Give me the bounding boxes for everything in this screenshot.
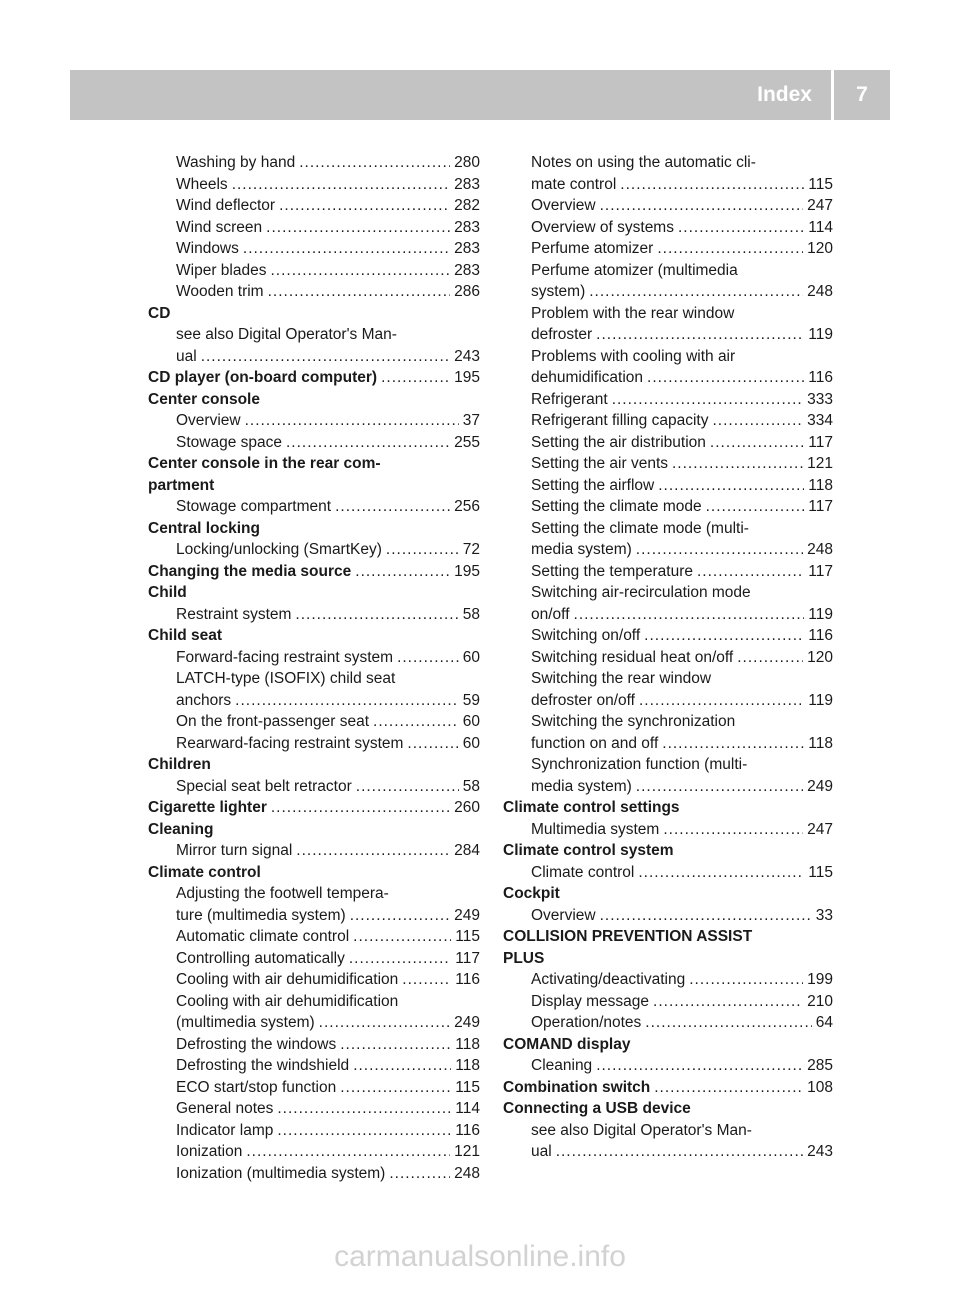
index-subentry bbox=[503, 539, 833, 561]
index-subentry-text: Cooling with air dehumidification bbox=[176, 992, 399, 1010]
index-subentry bbox=[503, 561, 833, 583]
page-reference: 116 bbox=[455, 971, 480, 988]
page-reference: 285 bbox=[807, 1057, 833, 1074]
dot-leader bbox=[654, 1077, 803, 1099]
entry-label: Wind screen bbox=[176, 218, 263, 236]
dot-leader bbox=[356, 776, 459, 798]
dot-leader bbox=[201, 346, 450, 368]
entry-label: ture (multimedia system) bbox=[176, 906, 346, 924]
index-subentry bbox=[148, 281, 480, 303]
index-subentry bbox=[148, 1098, 480, 1120]
page-reference: 64 bbox=[815, 1014, 833, 1031]
index-subentry bbox=[503, 324, 833, 346]
entry-label: Defrosting the windshield bbox=[176, 1057, 350, 1074]
index-heading: Center console in the rear com- bbox=[148, 455, 381, 472]
entry-label: Setting the air vents bbox=[531, 455, 668, 472]
section-title: Index bbox=[757, 83, 812, 106]
page-reference: 114 bbox=[455, 1100, 480, 1117]
dot-leader bbox=[266, 217, 450, 239]
entry-label: Switching residual heat on/off bbox=[531, 648, 734, 666]
index-heading-entry bbox=[148, 561, 480, 583]
page-reference: 58 bbox=[462, 605, 480, 623]
page-reference: 120 bbox=[807, 648, 833, 666]
index-subentry bbox=[503, 969, 833, 991]
index-heading: COLLISION PREVENTION ASSIST bbox=[503, 928, 753, 945]
entry-label: Cigarette lighter bbox=[148, 799, 267, 816]
page-reference: 117 bbox=[808, 498, 833, 515]
dot-leader bbox=[662, 733, 804, 755]
entry-label: defroster bbox=[531, 326, 593, 343]
page-reference: 283 bbox=[454, 261, 480, 279]
index-subentry-text: Synchronization function (multi- bbox=[531, 756, 748, 773]
entry-label: Restraint system bbox=[176, 605, 292, 623]
index-subentry bbox=[148, 1141, 480, 1163]
dot-leader bbox=[647, 367, 804, 389]
index-subentry bbox=[148, 604, 480, 626]
dot-leader bbox=[589, 281, 803, 303]
page-reference: 60 bbox=[462, 734, 480, 752]
index-heading-entry bbox=[148, 367, 480, 389]
index-heading-entry bbox=[148, 797, 480, 819]
page-reference: 117 bbox=[808, 433, 833, 451]
dot-leader bbox=[600, 905, 812, 927]
index-subentry bbox=[503, 733, 833, 755]
dot-leader bbox=[737, 647, 803, 669]
index-column-left bbox=[148, 152, 480, 1184]
index-subentry bbox=[503, 496, 833, 518]
index-heading: partment bbox=[148, 476, 215, 494]
page-reference: 248 bbox=[807, 541, 833, 558]
entry-label: Multimedia system bbox=[531, 820, 660, 838]
dot-leader bbox=[271, 797, 450, 819]
index-subentry bbox=[148, 539, 480, 561]
index-subentry-text: Notes on using the automatic cli- bbox=[531, 154, 756, 171]
dot-leader bbox=[620, 174, 804, 196]
index-heading: Cockpit bbox=[503, 885, 560, 902]
dot-leader bbox=[402, 969, 451, 991]
dot-leader bbox=[672, 453, 803, 475]
index-heading: Central locking bbox=[148, 519, 260, 537]
index-heading: CD bbox=[148, 304, 171, 322]
entry-label: Overview bbox=[176, 412, 241, 429]
dot-leader bbox=[706, 496, 805, 518]
page-reference: 247 bbox=[807, 197, 833, 214]
index-subentry bbox=[503, 1141, 833, 1163]
entry-label: Wheels bbox=[176, 175, 228, 193]
entry-label: Wooden trim bbox=[176, 283, 264, 300]
dot-leader bbox=[349, 948, 451, 970]
index-subentry bbox=[503, 389, 833, 411]
watermark: carmanualsonline.info bbox=[334, 1240, 626, 1273]
index-heading: Child bbox=[148, 584, 187, 601]
index-subentry bbox=[503, 905, 833, 927]
dot-leader bbox=[697, 561, 804, 583]
index-subentry bbox=[148, 174, 480, 196]
dot-leader bbox=[270, 260, 450, 282]
dot-leader bbox=[636, 539, 803, 561]
dot-leader bbox=[636, 776, 803, 798]
index-subentry-text: Switching air-recirculation mode bbox=[531, 584, 751, 601]
entry-label: Refrigerant bbox=[531, 390, 608, 408]
entry-label: Overview of systems bbox=[531, 218, 674, 236]
header-bar bbox=[70, 70, 890, 120]
page-reference: 333 bbox=[807, 390, 833, 408]
page-reference: 248 bbox=[454, 1164, 480, 1182]
page-reference: 60 bbox=[462, 648, 480, 666]
page-reference: 247 bbox=[807, 820, 833, 838]
index-subentry bbox=[503, 647, 833, 669]
dot-leader bbox=[712, 410, 803, 432]
dot-leader bbox=[243, 238, 450, 260]
entry-label: Operation/notes bbox=[531, 1014, 642, 1031]
index-subentry bbox=[148, 432, 480, 454]
dot-leader bbox=[612, 389, 803, 411]
index-heading: Climate control bbox=[148, 863, 261, 881]
entry-label: Cleaning bbox=[531, 1057, 593, 1074]
entry-label: Overview bbox=[531, 197, 596, 214]
page-reference: 210 bbox=[807, 992, 833, 1010]
dot-leader bbox=[678, 217, 804, 239]
page-reference: 115 bbox=[808, 863, 833, 881]
index-subentry bbox=[148, 926, 480, 948]
index-subentry bbox=[503, 174, 833, 196]
entry-label: Controlling automatically bbox=[176, 949, 345, 967]
dot-leader bbox=[596, 324, 804, 346]
entry-label: Mirror turn signal bbox=[176, 842, 293, 859]
dot-leader bbox=[350, 905, 450, 927]
entry-label: defroster on/off bbox=[531, 691, 635, 709]
page-reference: 58 bbox=[462, 777, 480, 795]
entry-label: Refrigerant filling capacity bbox=[531, 412, 709, 429]
page-reference: 280 bbox=[454, 154, 480, 171]
page-reference: 283 bbox=[454, 240, 480, 257]
page-reference: 199 bbox=[807, 971, 833, 988]
entry-label: Ionization (multimedia system) bbox=[176, 1164, 386, 1182]
dot-leader bbox=[246, 1141, 450, 1163]
index-subentry bbox=[503, 776, 833, 798]
index-subentry bbox=[148, 905, 480, 927]
index-subentry bbox=[148, 1163, 480, 1185]
dot-leader bbox=[600, 195, 804, 217]
index-heading: Children bbox=[148, 756, 211, 773]
index-subentry bbox=[503, 410, 833, 432]
page-reference: 72 bbox=[462, 541, 480, 558]
page-number: 7 bbox=[856, 83, 868, 106]
dot-leader bbox=[335, 496, 450, 518]
entry-label: Washing by hand bbox=[176, 154, 296, 171]
entry-label: media system) bbox=[531, 541, 632, 558]
index-subentry bbox=[148, 840, 480, 862]
dot-leader bbox=[373, 711, 459, 733]
dot-leader bbox=[663, 819, 803, 841]
dot-leader bbox=[389, 1163, 450, 1185]
dot-leader bbox=[340, 1077, 451, 1099]
entry-label: ECO start/stop function bbox=[176, 1078, 337, 1096]
index-subentry bbox=[503, 690, 833, 712]
index-subentry bbox=[148, 195, 480, 217]
dot-leader bbox=[340, 1034, 451, 1056]
dot-leader bbox=[355, 561, 450, 583]
index-heading: Climate control settings bbox=[503, 799, 680, 816]
entry-label: media system) bbox=[531, 777, 632, 795]
index-subentry bbox=[503, 432, 833, 454]
entry-label: Automatic climate control bbox=[176, 928, 350, 945]
index-subentry-text: Problems with cooling with air bbox=[531, 347, 736, 365]
page-reference: 195 bbox=[454, 562, 480, 580]
dot-leader bbox=[556, 1141, 803, 1163]
entry-label: Cooling with air dehumidification bbox=[176, 971, 399, 988]
page-reference: 108 bbox=[807, 1078, 833, 1096]
index-subentry bbox=[148, 711, 480, 733]
dot-leader bbox=[277, 1098, 451, 1120]
entry-label: ual bbox=[531, 1143, 552, 1160]
page-reference: 284 bbox=[454, 842, 480, 859]
entry-label: Setting the climate mode bbox=[531, 498, 702, 515]
index-subentry bbox=[148, 410, 480, 432]
entry-label: Rearward-facing restraint system bbox=[176, 734, 404, 752]
entry-label: dehumidification bbox=[531, 369, 644, 386]
index-subentry bbox=[148, 1077, 480, 1099]
index-subentry bbox=[148, 1012, 480, 1034]
index-subentry bbox=[503, 862, 833, 884]
entry-label: Forward-facing restraint system bbox=[176, 648, 394, 666]
page-reference: 283 bbox=[454, 218, 480, 236]
page-reference: 60 bbox=[462, 713, 480, 730]
page-reference: 118 bbox=[808, 734, 833, 752]
page-reference: 116 bbox=[808, 627, 833, 644]
entry-label: ual bbox=[176, 347, 197, 365]
entry-label: Windows bbox=[176, 240, 239, 257]
index-heading: COMAND display bbox=[503, 1035, 631, 1053]
index-subentry bbox=[148, 496, 480, 518]
page-reference: 119 bbox=[808, 605, 833, 623]
page-reference: 116 bbox=[808, 369, 833, 386]
entry-label: mate control bbox=[531, 175, 617, 193]
dot-leader bbox=[319, 1012, 450, 1034]
entry-label: Wind deflector bbox=[176, 197, 276, 214]
page-reference: 260 bbox=[454, 799, 480, 816]
entry-label: Switching on/off bbox=[531, 627, 641, 644]
dot-leader bbox=[653, 991, 803, 1013]
dot-leader bbox=[407, 733, 458, 755]
index-subentry-text: Perfume atomizer (multimedia bbox=[531, 261, 738, 279]
page-reference: 115 bbox=[455, 928, 480, 945]
page-reference: 286 bbox=[454, 283, 480, 300]
index-subentry bbox=[148, 948, 480, 970]
page-reference: 256 bbox=[454, 498, 480, 515]
dot-leader bbox=[296, 840, 450, 862]
entry-label: system) bbox=[531, 283, 586, 300]
index-subentry bbox=[503, 991, 833, 1013]
dot-leader bbox=[235, 690, 459, 712]
page-reference: 249 bbox=[807, 777, 833, 795]
index-subentry bbox=[148, 1055, 480, 1077]
index-subentry bbox=[503, 819, 833, 841]
page-reference: 243 bbox=[454, 347, 480, 365]
entry-label: General notes bbox=[176, 1100, 274, 1117]
index-subentry bbox=[148, 969, 480, 991]
entry-label: Activating/deactivating bbox=[531, 971, 686, 988]
dot-leader bbox=[574, 604, 805, 626]
entry-label: Stowage compartment bbox=[176, 498, 332, 515]
page-reference: 121 bbox=[807, 455, 833, 472]
index-subentry bbox=[148, 1120, 480, 1142]
entry-label: (multimedia system) bbox=[176, 1014, 315, 1031]
dot-leader bbox=[657, 238, 803, 260]
index-heading: Child seat bbox=[148, 627, 223, 644]
dot-leader bbox=[658, 475, 804, 497]
index-heading: PLUS bbox=[503, 949, 545, 967]
page-reference: 59 bbox=[462, 691, 480, 709]
index-subentry bbox=[503, 1012, 833, 1034]
dot-leader bbox=[689, 969, 803, 991]
entry-label: Indicator lamp bbox=[176, 1121, 274, 1139]
entry-label: anchors bbox=[176, 691, 232, 709]
index-heading-entry bbox=[503, 1077, 833, 1099]
entry-label: CD player (on-board computer) bbox=[148, 369, 378, 386]
dot-leader bbox=[644, 625, 804, 647]
index-heading: Center console bbox=[148, 390, 260, 408]
index-heading: Cleaning bbox=[148, 820, 214, 838]
page-reference: 33 bbox=[815, 906, 833, 924]
page-reference: 248 bbox=[807, 283, 833, 300]
dot-leader bbox=[645, 1012, 811, 1034]
index-subentry bbox=[503, 1055, 833, 1077]
page-reference: 283 bbox=[454, 175, 480, 193]
page-reference: 117 bbox=[808, 562, 833, 580]
dot-leader bbox=[299, 152, 450, 174]
page-reference: 119 bbox=[808, 326, 833, 343]
page-reference: 114 bbox=[808, 218, 833, 236]
index-subentry bbox=[503, 195, 833, 217]
page-reference: 249 bbox=[454, 1014, 480, 1031]
dot-leader bbox=[295, 604, 458, 626]
dot-leader bbox=[232, 174, 450, 196]
index-subentry-text: see also Digital Operator's Man- bbox=[176, 326, 397, 343]
index-heading: Climate control system bbox=[503, 842, 674, 859]
dot-leader bbox=[277, 1120, 451, 1142]
index-subentry bbox=[503, 453, 833, 475]
index-subentry bbox=[503, 281, 833, 303]
entry-label: Setting the temperature bbox=[531, 562, 693, 580]
page-reference: 243 bbox=[807, 1143, 833, 1160]
entry-label: Changing the media source bbox=[148, 562, 352, 580]
entry-label: on/off bbox=[531, 605, 570, 623]
page-reference: 118 bbox=[455, 1057, 480, 1074]
index-subentry-text: LATCH-type (ISOFIX) child seat bbox=[176, 670, 396, 687]
page-reference: 119 bbox=[808, 691, 833, 709]
index-subentry bbox=[503, 475, 833, 497]
page-reference: 255 bbox=[454, 433, 480, 451]
index-subentry bbox=[148, 647, 480, 669]
index-heading: Connecting a USB device bbox=[503, 1100, 691, 1117]
index-subentry-text: Setting the climate mode (multi- bbox=[531, 519, 749, 537]
page-reference: 117 bbox=[455, 949, 480, 967]
entry-label: Stowage space bbox=[176, 433, 282, 451]
page-reference: 116 bbox=[455, 1121, 480, 1139]
index-subentry bbox=[503, 604, 833, 626]
index-subentry bbox=[148, 690, 480, 712]
page-reference: 37 bbox=[462, 412, 480, 429]
page-reference: 120 bbox=[807, 240, 833, 257]
index-subentry bbox=[503, 217, 833, 239]
index-subentry bbox=[503, 367, 833, 389]
index-subentry bbox=[148, 238, 480, 260]
dot-leader bbox=[245, 410, 459, 432]
dot-leader bbox=[638, 862, 804, 884]
entry-label: Special seat belt retractor bbox=[176, 777, 352, 795]
dot-leader bbox=[353, 926, 451, 948]
entry-label: Climate control bbox=[531, 863, 635, 881]
index-subentry-text: Problem with the rear window bbox=[531, 304, 735, 322]
entry-label: Setting the airflow bbox=[531, 476, 655, 494]
dot-leader bbox=[279, 195, 450, 217]
index-subentry-text: Switching the synchronization bbox=[531, 713, 736, 730]
page-reference: 118 bbox=[808, 476, 833, 494]
dot-leader bbox=[596, 1055, 803, 1077]
page-reference: 195 bbox=[454, 369, 480, 386]
index-subentry bbox=[148, 217, 480, 239]
entry-label: Display message bbox=[531, 992, 650, 1010]
page-reference: 115 bbox=[455, 1078, 480, 1096]
page-reference: 249 bbox=[454, 906, 480, 924]
dot-leader bbox=[710, 432, 804, 454]
index-subentry bbox=[503, 625, 833, 647]
page-reference: 118 bbox=[455, 1035, 480, 1053]
index-subentry bbox=[148, 152, 480, 174]
entry-label: Defrosting the windows bbox=[176, 1035, 337, 1053]
index-subentry bbox=[148, 733, 480, 755]
entry-label: Wiper blades bbox=[176, 261, 267, 279]
index-subentry-text: see also Digital Operator's Man- bbox=[531, 1121, 752, 1139]
dot-leader bbox=[268, 281, 451, 303]
dot-leader bbox=[386, 539, 459, 561]
dot-leader bbox=[353, 1055, 451, 1077]
entry-label: Overview bbox=[531, 906, 596, 924]
dot-leader bbox=[397, 647, 459, 669]
page-reference: 282 bbox=[454, 197, 480, 214]
entry-label: function on and off bbox=[531, 734, 659, 752]
index-column-right bbox=[503, 152, 833, 1163]
entry-label: Combination switch bbox=[503, 1078, 651, 1096]
index-subentry-text: Adjusting the footwell tempera- bbox=[176, 885, 389, 902]
index-subentry bbox=[148, 260, 480, 282]
entry-label: Ionization bbox=[176, 1143, 243, 1160]
index-subentry bbox=[503, 238, 833, 260]
index-subentry bbox=[148, 776, 480, 798]
entry-label: On the front-passenger seat bbox=[176, 713, 370, 730]
page-reference: 334 bbox=[807, 412, 833, 429]
entry-label: Setting the air distribution bbox=[531, 433, 706, 451]
index-subentry bbox=[148, 1034, 480, 1056]
index-subentry-text: Switching the rear window bbox=[531, 670, 712, 687]
entry-label: Perfume atomizer bbox=[531, 240, 654, 257]
dot-leader bbox=[381, 367, 450, 389]
dot-leader bbox=[286, 432, 450, 454]
index-subentry bbox=[148, 346, 480, 368]
entry-label: Locking/unlocking (SmartKey) bbox=[176, 541, 382, 558]
page-reference: 121 bbox=[454, 1143, 480, 1160]
dot-leader bbox=[639, 690, 804, 712]
page-reference: 115 bbox=[808, 175, 833, 193]
